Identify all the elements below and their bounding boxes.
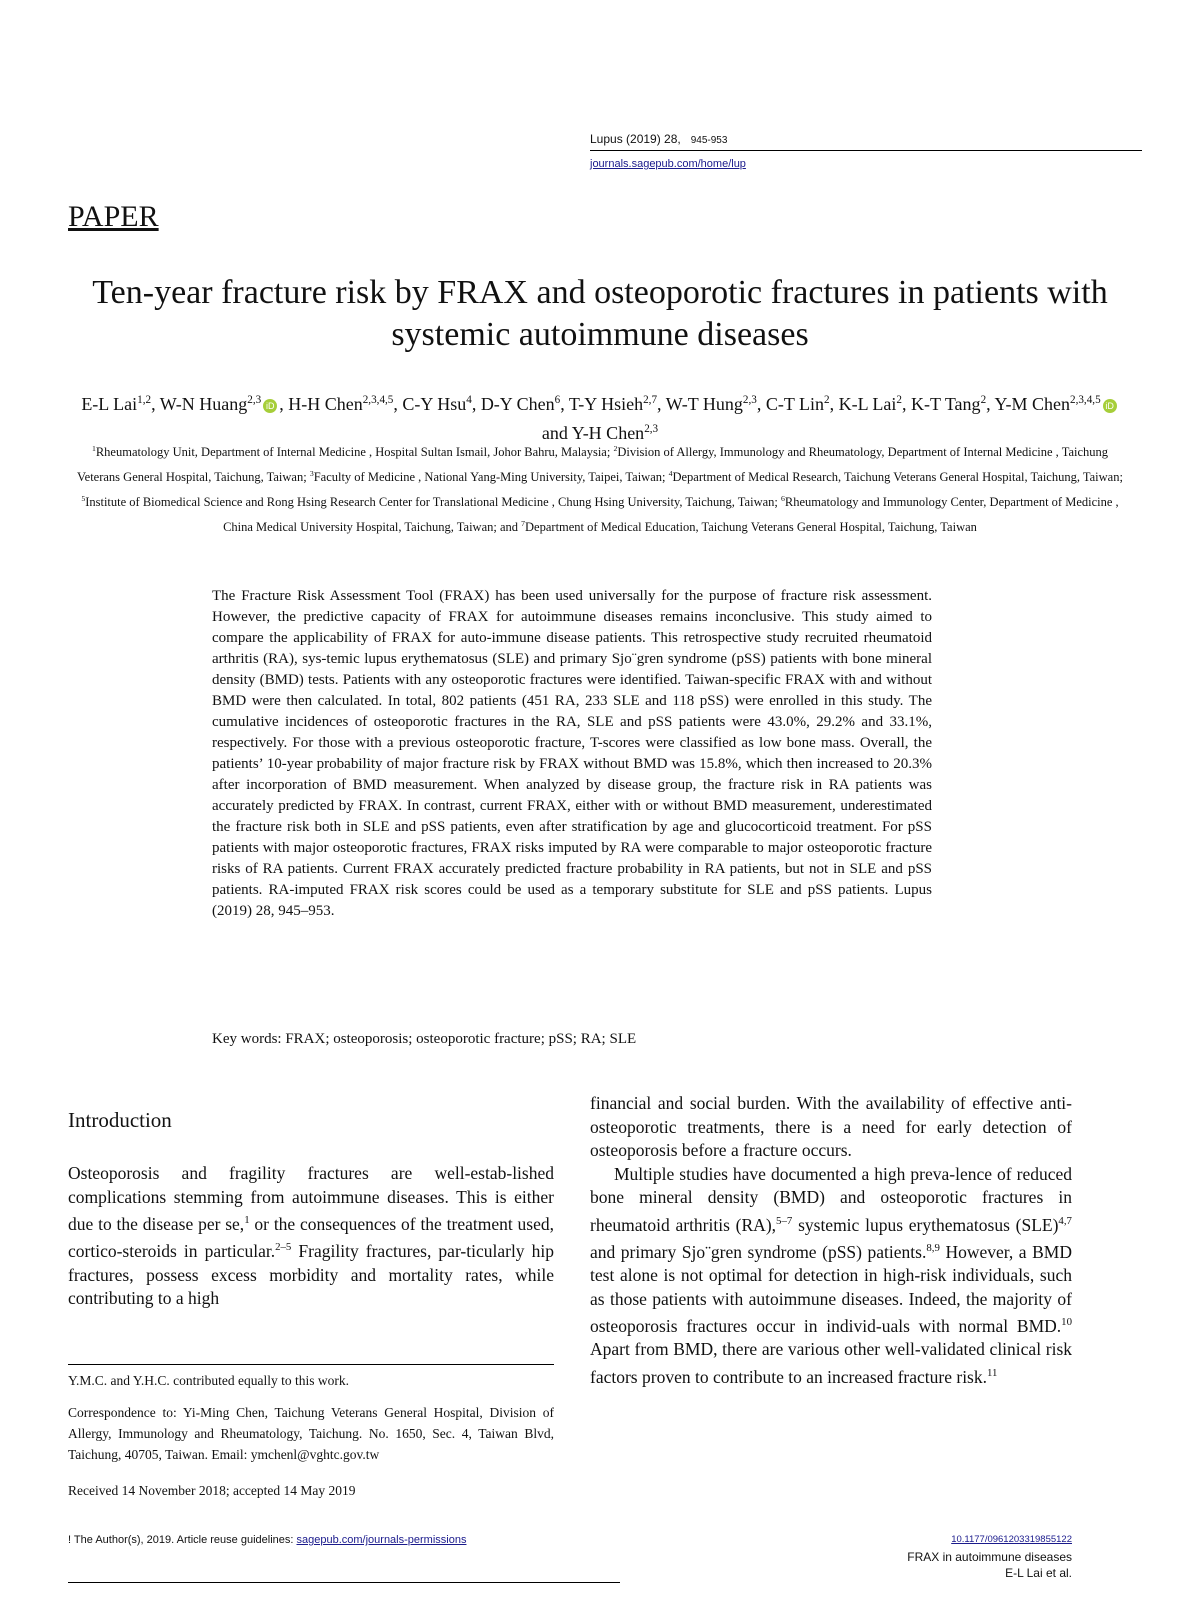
author-affiliation-ref: 2,3 xyxy=(247,394,262,406)
intro-text: Multiple studies have documented a high preva-lence of reduced bone mineral density (BMD) and osteoporotic fractures in rheumatoid arthritis (RA), xyxy=(590,1163,1072,1235)
citation-ref[interactable]: 10 xyxy=(1061,1316,1072,1329)
author-affiliation-ref: 2 xyxy=(824,394,830,406)
author xyxy=(160,394,279,414)
author-name: K-T Tang xyxy=(910,394,981,414)
footnote-divider xyxy=(68,1364,554,1365)
author-affiliation-ref: 2,3 xyxy=(644,423,659,435)
running-title: FRAX in autoimmune diseases xyxy=(907,1550,1072,1564)
author-name: W-N Huang xyxy=(159,394,248,414)
footnote-correspondence: Correspondence to: Yi-Ming Chen, Taichung Veterans General Hospital, Division of Allergy, Immunology and Rheumatology, Taichung. No. 1650, Sec. 4, Taiwan Blvd, Taichung, 40705, Taiwan. Email: ymchenl@vghtc.gov.tw xyxy=(68,1405,554,1462)
journal-url-link[interactable]: journals.sagepub.com/home/lup xyxy=(590,158,746,170)
author-name: D-Y Chen xyxy=(480,394,555,414)
author-name: C-Y Hsu xyxy=(402,394,467,414)
author xyxy=(911,394,986,414)
affiliation-text: Rheumatology and Immunology Center, Department of Medicine , China Medical University Hospital, Taichung, Taiwan; and xyxy=(223,495,1119,535)
author-affiliation-ref: 2,3 xyxy=(742,394,757,406)
author xyxy=(81,394,151,414)
orcid-icon[interactable]: iD xyxy=(263,399,277,413)
citation-ref[interactable]: 4,7 xyxy=(1058,1214,1072,1227)
journal-citation xyxy=(590,132,727,146)
author-affiliation-ref: 4 xyxy=(466,394,472,406)
header-divider xyxy=(590,150,1142,151)
footnote-received-dates: Received 14 November 2018; accepted 14 May 2019 xyxy=(68,1483,356,1498)
author-name: T-Y Hsieh xyxy=(568,394,644,414)
section-heading-introduction: Introduction xyxy=(68,1108,172,1132)
affiliation-number: 7 xyxy=(521,519,526,529)
author xyxy=(402,394,471,414)
copyright-notice xyxy=(68,1534,466,1546)
author-affiliation-ref: 2 xyxy=(980,394,987,406)
affiliation-text: Institute of Biomedical Science and Rong Hsing Research Center for Translational Medicine , Chung Hsing University, Taichung, Taiwan; xyxy=(85,495,778,510)
footnote-equal-contribution: Y.M.C. and Y.H.C. contributed equally to this work. xyxy=(68,1373,349,1388)
author xyxy=(839,394,902,414)
author-name: C-T Lin xyxy=(765,394,825,414)
author xyxy=(666,394,757,414)
article-type-label: PAPER xyxy=(68,200,159,233)
citation-ref[interactable]: 11 xyxy=(987,1366,998,1379)
author-name: H-H Chen xyxy=(288,394,363,414)
author-affiliation-ref: 2,3,4,5 xyxy=(362,394,394,406)
affiliation-text: Department of Medical Research, Taichung Veterans General Hospital, Taichung, Taiwan; xyxy=(672,470,1123,485)
doi-link[interactable]: 10.1177/0961203319855122 xyxy=(951,1534,1072,1545)
intro-text: or the consequences of the treatment used, cortico-steroids in particular. xyxy=(68,1213,554,1262)
affiliation-number: 3 xyxy=(309,469,314,479)
author-affiliation-ref: 1,2 xyxy=(137,394,152,406)
affiliation-text: Faculty of Medicine , National Yang-Ming University, Taipei, Taiwan; xyxy=(313,470,666,485)
affiliation-text: Department of Medical Education, Taichung Veterans General Hospital, Taichung, Taiwan xyxy=(525,520,977,535)
author-name: K-L Lai xyxy=(838,394,897,414)
intro-paragraph-left xyxy=(68,1162,554,1311)
journal-name: Lupus (2019) 28, xyxy=(590,132,681,146)
author-name: W-T Hung xyxy=(665,394,743,414)
author-affiliation-ref: 2,3,4,5 xyxy=(1069,394,1101,406)
article-title: Ten-year fracture risk by FRAX and osteoporotic fractures in patients with systemic autoimmune diseases xyxy=(92,274,1108,353)
running-authors: E-L Lai et al. xyxy=(1005,1566,1072,1580)
affiliation-number: 6 xyxy=(781,494,785,504)
intro-paragraphs-right xyxy=(590,1092,1072,1389)
author xyxy=(569,394,657,414)
orcid-icon[interactable]: iD xyxy=(1103,399,1117,413)
keywords: Key words: FRAX; osteoporosis; osteoporotic fracture; pSS; RA; SLE xyxy=(212,1031,637,1047)
author-name: Y-M Chen xyxy=(994,394,1070,414)
journal-pages: 945-953 xyxy=(690,135,728,146)
author xyxy=(766,394,830,414)
intro-text: systemic lupus erythematosus (SLE) xyxy=(792,1214,1059,1235)
affiliation-number: 2 xyxy=(613,444,618,453)
author xyxy=(288,394,393,414)
intro-text: Fragility fractures, par-ticularly hip fractures, possess excess morbidity and mortality rates, while contributing to a high xyxy=(68,1241,554,1309)
intro-text: Osteoporosis and fragility fractures are well-estab-lished complications stemming from autoimmune diseases. This is either due to the disease per se, xyxy=(68,1163,554,1234)
citation-ref[interactable]: 8,9 xyxy=(926,1241,940,1254)
intro-text: and primary Sjo¨gren syndrome (pSS) patients. xyxy=(590,1241,927,1262)
affiliation-number: 1 xyxy=(91,444,96,453)
citation-ref[interactable]: 2–5 xyxy=(275,1241,292,1254)
affiliation-text: Rheumatology Unit, Department of Internal Medicine , Hospital Sultan Ismail, Johor Bahru, Malaysia; xyxy=(95,445,611,460)
permissions-link[interactable]: sagepub.com/journals-permissions xyxy=(296,1534,467,1546)
abstract: The Fracture Risk Assessment Tool (FRAX) has been used universally for the purpose of fracture risk assessment. However, the predictive capacity of FRAX for autoimmune diseases remains inconclusive. This study aimed to compare the applicability of FRAX for auto-immune disease patients. This retrospective study recruited rheumatoid arthritis (RA), sys-temic lupus erythematosus (SLE) and primary Sjo¨gren syndrome (pSS) patients with bone mineral density (BMD) tests. Patients with any osteoporotic fractures were identified. Taiwan-specific FRAX with and without BMD were then calculated. In total, 802 patients (451 RA, 233 SLE and 118 pSS) were enrolled in this study. The cumulative incidences of osteoporotic fractures in the RA, SLE and pSS patients were 43.0%, 29.2% and 33.1%, respectively. For those with a previous osteoporotic fracture, T-scores were classified as low bone mass. Overall, the patients’ 10-year probability of major fracture risk by FRAX without BMD was 15.8%, which then increased to 20.3% after incorporation of BMD measurement. When analyzed by disease group, the fracture risk in RA patients was accurately predicted by FRAX. In contrast, current FRAX, either with or without BMD measurement, underestimated the fracture risk both in SLE and pSS patients, even after stratification by age and glucocorticoid treatment. For pSS patients with major osteoporotic fractures, FRAX risks imputed by RA were comparable to major osteoporotic fracture risks of RA patients. Current FRAX accurately predicted fracture probability in RA patients, but not in SLE and pSS patients. RA-imputed FRAX risk scores could be used as a temporary substitute for SLE and pSS patients. Lupus (2019) 28, 945–953. xyxy=(212,588,932,919)
author-affiliation-ref: 2 xyxy=(896,394,902,406)
copyright-text: ! The Author(s), 2019. Article reuse guidelines: xyxy=(68,1534,294,1546)
affiliation-text: Division of Allergy, Immunology and Rheumatology, Department of Internal Medicine , Taichung Veterans General Hospital, Taichung, Taiwan; xyxy=(77,445,1109,485)
author xyxy=(481,394,560,414)
affiliation-number: 4 xyxy=(668,469,673,479)
intro-paragraph: financial and social burden. With the availability of effective anti-osteoporotic treatments, there is a need for early detection of osteoporosis before a fracture occurs. xyxy=(590,1093,1072,1160)
author xyxy=(994,394,1118,414)
affiliation-number: 5 xyxy=(81,494,86,504)
author-affiliation-ref: 2,7 xyxy=(643,394,658,406)
author-name: Y-H Chen xyxy=(571,423,645,443)
intro-text: However, a BMD test alone is not optimal for detection in high-risk individuals, such as those patients with autoimmune diseases. Indeed, the majority of osteoporosis fractures occur in individ-uals with normal BMD. xyxy=(590,1241,1072,1336)
footer-divider xyxy=(68,1582,620,1583)
intro-text: Apart from BMD, there are various other well-validated clinical risk factors proven to contribute to an increased fracture risk. xyxy=(590,1339,1072,1387)
author-affiliation-ref: 6 xyxy=(554,394,561,406)
affiliation-list xyxy=(74,438,1126,539)
citation-ref[interactable]: 5–7 xyxy=(776,1214,793,1227)
citation-ref[interactable]: 1 xyxy=(244,1214,250,1226)
author-list: E-L Lai$^{1,2}$, W-N Huang$^{2,3}$ iD , H-H Chen$^{2,3,4,5}$, C-Y Hsu$^4$, D-Y Chen$^6$, T-Y Hsieh$^{2,7}$, W-T Hung$^{2,3}$, C-T Lin$^2$, K-L Lai$^2$, K-T Tang$^2$, Y-M Chen$^{2,3,4,5}$ iD and Y-H Chen$^{2,3}$ xyxy=(70,388,1130,446)
intro-paragraph xyxy=(590,1163,1072,1390)
author-name: E-L Lai xyxy=(81,394,138,414)
